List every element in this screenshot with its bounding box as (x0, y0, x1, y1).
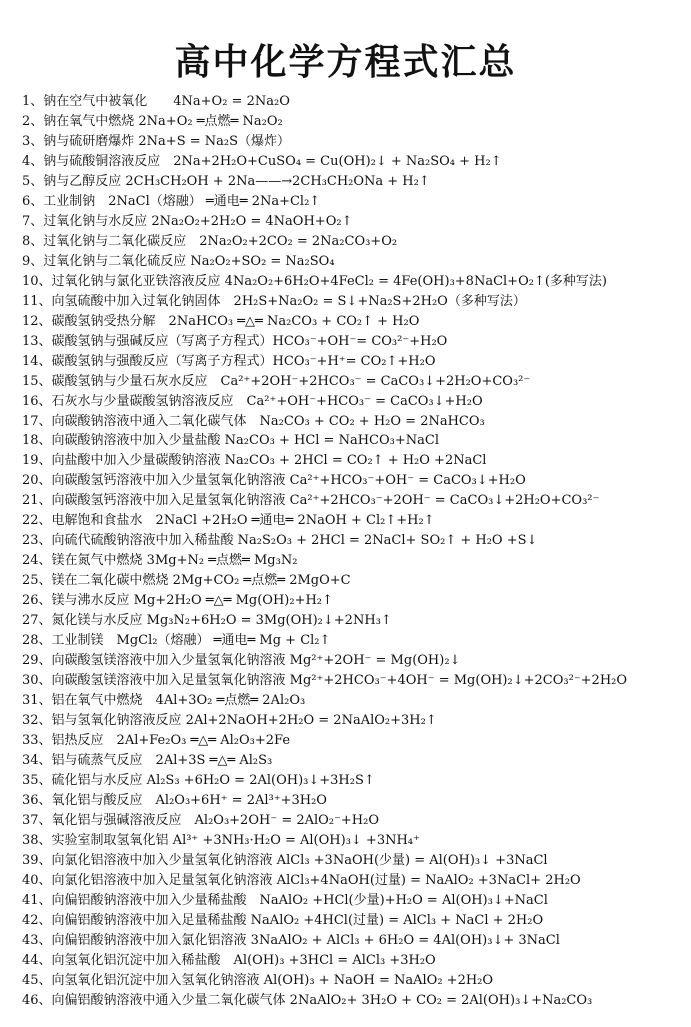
equation-line: 3、钠与硫研磨爆炸 2Na+S = Na₂S（爆炸） (22, 133, 290, 149)
equation-line: 44、向氢氧化铝沉淀中加入稀盐酸 Al(OH)₃ +3HCl = AlCl₃ +3H₂O (22, 952, 436, 968)
equation-line: 26、镁与沸水反应 Mg+2H₂O ═△═ Mg(OH)₂+H₂↑ (22, 593, 333, 609)
equation-line: 37、氧化铝与强碱溶液反应 Al₂O₃+2OH⁻ = 2AlO₂⁻+H₂O (22, 812, 379, 828)
equation-line: 30、向碳酸氢镁溶液中加入足量氢氧化钠溶液 Mg²⁺+2HCO₃⁻+4OH⁻ = Mg(OH)₂↓+2CO₃²⁻+2H₂O (22, 673, 628, 689)
equation-list (22, 92, 682, 1011)
equation-line: 25、镁在二氧化碳中燃烧 2Mg+CO₂ ═点燃═ 2MgO+C (22, 573, 351, 589)
equation-line: 36、氧化铝与酸反应 Al₂O₃+6H⁺ = 2Al³⁺+3H₂O (22, 792, 327, 808)
equation-line: 10、过氧化钠与氯化亚铁溶液反应 4Na₂O₂+6H₂O+4FeCl₂ = 4Fe(OH)₃+8NaCl+O₂↑(多种写法) (22, 273, 607, 289)
equation-line: 9、过氧化钠与二氧化硫反应 Na₂O₂+SO₂ = Na₂SO₄ (22, 253, 335, 269)
equation-line: 46、向偏铝酸钠溶液中通入少量二氧化碳气体 2NaAlO₂+ 3H₂O + CO₂ = 2Al(OH)₃↓+Na₂CO₃ (22, 992, 593, 1008)
equation-line: 17、向碳酸钠溶液中通入二氧化碳气体 Na₂CO₃ + CO₂ + H₂O = 2NaHCO₃ (22, 413, 485, 429)
equation-line: 11、向氢硫酸中加入过氧化钠固体 2H₂S+Na₂O₂ = S↓+Na₂S+2H₂O（多种写法） (22, 293, 526, 309)
equation-line: 31、铝在氧气中燃烧 4Al+3O₂ ═点燃═ 2Al₂O₃ (22, 693, 306, 709)
equation-line: 23、向硫代硫酸钠溶液中加入稀盐酸 Na₂S₂O₃ + 2HCl = 2NaCl+ SO₂↑ + H₂O +S↓ (22, 533, 538, 549)
equation-line: 41、向偏铝酸钠溶液中加入少量稀盐酸 NaAlO₂ +HCl(少量)+H₂O = Al(OH)₃↓+NaCl (22, 892, 548, 908)
page-title: 高中化学方程式汇总 (174, 41, 517, 83)
equation-line: 5、钠与乙醇反应 2CH₃CH₂OH + 2Na——→2CH₃CH₂ONa + H₂↑ (22, 173, 430, 189)
equation-line: 40、向氯化铝溶液中加入足量氢氧化钠溶液 AlCl₃+4NaOH(过量) = NaAlO₂ +3NaCl+ 2H₂O (22, 872, 581, 888)
equation-line: 35、硫化铝与水反应 Al₂S₃ +6H₂O = 2Al(OH)₃↓+3H₂S↑ (22, 772, 375, 788)
equation-line: 8、过氧化钠与二氧化碳反应 2Na₂O₂+2CO₂ = 2Na₂CO₃+O₂ (22, 233, 398, 249)
equation-line: 38、实验室制取氢氧化铝 Al³⁺ +3NH₃·H₂O = Al(OH)₃↓ +3NH₄⁺ (22, 832, 420, 848)
equation-line: 4、钠与硫酸铜溶液反应 2Na+2H₂O+CuSO₄ = Cu(OH)₂↓ + Na₂SO₄ + H₂↑ (22, 153, 502, 169)
equation-line: 34、铝与硫蒸气反应 2Al+3S ═△═ Al₂S₃ (22, 752, 273, 768)
equation-line: 19、向盐酸中加入少量碳酸钠溶液 Na₂CO₃ + 2HCl = CO₂↑ + H₂O +2NaCl (22, 453, 487, 469)
equation-line: 39、向氯化铝溶液中加入少量氢氧化钠溶液 AlCl₃ +3NaOH(少量) = Al(OH)₃↓ +3NaCl (22, 852, 548, 868)
equation-line: 27、氮化镁与水反应 Mg₃N₂+6H₂O = 3Mg(OH)₂↓+2NH₃↑ (22, 613, 392, 629)
equation-line: 12、碳酸氢钠受热分解 2NaHCO₃ ═△═ Na₂CO₃ + CO₂↑ + H₂O (22, 313, 420, 329)
equation-line: 29、向碳酸氢镁溶液中加入少量氢氧化钠溶液 Mg²⁺+2OH⁻ = Mg(OH)₂↓ (22, 653, 461, 669)
equation-line: 24、镁在氮气中燃烧 3Mg+N₂ ═点燃═ Mg₃N₂ (22, 553, 298, 569)
equation-line: 1、钠在空气中被氧化 4Na+O₂ = 2Na₂O (22, 94, 290, 109)
equation-line: 18、向碳酸钠溶液中加入少量盐酸 Na₂CO₃ + HCl = NaHCO₃+NaCl (22, 433, 439, 449)
equation-line: 21、向碳酸氢钙溶液中加入足量氢氧化钠溶液 Ca²⁺+2HCO₃⁻+2OH⁻ = CaCO₃↓+2H₂O+CO₃²⁻ (22, 493, 600, 509)
equation-line: 20、向碳酸氢钙溶液中加入少量氢氧化钠溶液 Ca²⁺+HCO₃⁻+OH⁻ = CaCO₃↓+H₂O (22, 473, 526, 489)
equation-line: 14、碳酸氢钠与强酸反应（写离子方程式）HCO₃⁻+H⁺= CO₂↑+H₂O (22, 353, 436, 369)
equation-line: 28、工业制镁 MgCl₂（熔融） ═通电═ Mg + Cl₂↑ (22, 633, 331, 649)
equation-line: 22、电解饱和食盐水 2NaCl +2H₂O ═通电═ 2NaOH + Cl₂↑+H₂↑ (22, 513, 435, 529)
equation-line: 15、碳酸氢钠与少量石灰水反应 Ca²⁺+2OH⁻+2HCO₃⁻ = CaCO₃↓+2H₂O+CO₃²⁻ (22, 373, 531, 389)
equation-line: 43、向偏铝酸钠溶液中加入氯化铝溶液 3NaAlO₂ + AlCl₃ + 6H₂O = 4Al(OH)₃↓+ 3NaCl (22, 932, 560, 948)
equation-line: 32、铝与氢氧化钠溶液反应 2Al+2NaOH+2H₂O = 2NaAlO₂+3H₂↑ (22, 713, 437, 729)
equation-line: 2、钠在氧气中燃烧 2Na+O₂ ═点燃═ Na₂O₂ (22, 113, 283, 129)
equation-line: 13、碳酸氢钠与强碱反应（写离子方程式）HCO₃⁻+OH⁻= CO₃²⁻+H₂O (22, 333, 448, 349)
equation-line: 45、向氢氧化铝沉淀中加入氢氧化钠溶液 Al(OH)₃ + NaOH = NaAlO₂ +2H₂O (22, 972, 494, 988)
equation-line: 6、工业制钠 2NaCl（熔融） ═通电═ 2Na+Cl₂↑ (22, 193, 321, 209)
equation-line: 16、石灰水与少量碳酸氢钠溶液反应 Ca²⁺+OH⁻+HCO₃⁻ = CaCO₃↓+H₂O (22, 393, 483, 409)
equation-line: 33、铝热反应 2Al+Fe₂O₃ ═△═ Al₂O₃+2Fe (22, 733, 291, 748)
equation-line: 7、过氧化钠与水反应 2Na₂O₂+2H₂O = 4NaOH+O₂↑ (22, 213, 353, 229)
equation-line: 42、向偏铝酸钠溶液中加入足量稀盐酸 NaAlO₂ +4HCl(过量) = AlCl₃ + NaCl + 2H₂O (22, 912, 544, 928)
